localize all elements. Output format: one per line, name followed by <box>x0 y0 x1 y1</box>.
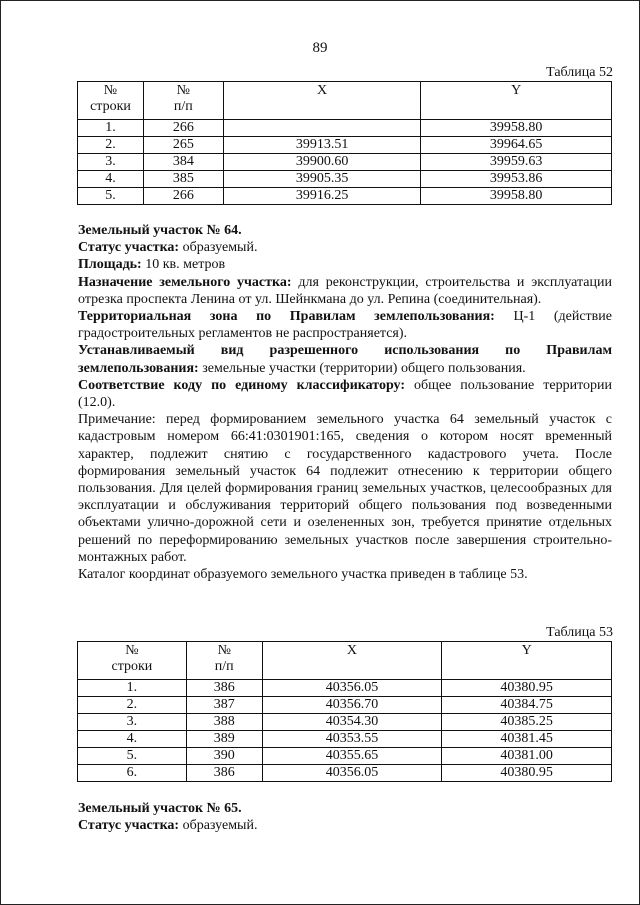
header-x: X <box>262 642 442 680</box>
table-row: 4. 385 39905.35 39953.86 <box>78 171 612 188</box>
header-y: Y <box>421 82 612 120</box>
section64-status: Статус участка: образуемый. <box>78 240 258 256</box>
table-row: 3. 388 40354.30 40385.25 <box>78 714 612 731</box>
table52-header <box>78 82 612 120</box>
section64-heading: Земельный участок № 64. <box>78 223 242 238</box>
table53-caption: Таблица 53 <box>546 625 613 640</box>
section65 <box>78 800 612 834</box>
section64-zone: Территориальная зона по Правилам землепользования: Ц-1 (действие градостроительных регламентов не распространяется). <box>78 309 612 342</box>
table52-caption: Таблица 52 <box>546 65 613 80</box>
table53-header <box>78 642 612 680</box>
section65-heading: Земельный участок № 65. <box>78 801 242 816</box>
section64-use: Устанавливаемый вид разрешенного использования по Правилам землепользования: земельные участки (территории) общего пользования. <box>78 343 612 376</box>
section64 <box>78 222 612 583</box>
section64-purpose: Назначение земельного участка: для реконструкции, строительства и эксплуатации отрезка проспекта Ленина от ул. Шейнкмана до ул. Репина (соединительная). <box>78 274 612 307</box>
table-row: 1. 266 39958.80 <box>78 120 612 137</box>
section64-area: Площадь: 10 кв. метров <box>78 257 226 273</box>
section64-note: Примечание: перед формированием земельного участка 64 земельный участок с кадастровым номером 66:41:0301901:165, сведения о котором носят временный характер, подлежит снятию с государственного кадастрового учета. После формирования земельный участок 64 подлежит отнесению к территории общего пользования. Для целей формирования границ земельных участков, целесообразных для эксплуатации и обслуживания территорий общего пользования под возведенными объектами улично-дорожной сети и озелененных зон, требуется принятие отдельных решений по переформированию земельных участков после завершения строительно-монтажных работ. <box>78 412 612 565</box>
section64-code: Соответствие коду по единому классификатору: общее пользование территории (12.0). <box>78 377 612 411</box>
table-row: 3. 384 39900.60 39959.63 <box>78 154 612 171</box>
header-row-number: № строки <box>78 82 144 120</box>
header-point-number: № п/п <box>143 82 223 120</box>
page-number: 89 <box>312 40 328 56</box>
table-row: 5. 266 39916.25 39958.80 <box>78 188 612 205</box>
table53 <box>77 641 612 782</box>
section64-catalog: Каталог координат образуемого земельного участка приведен в таблице 53. <box>78 567 528 583</box>
header-x: X <box>223 82 421 120</box>
table-row: 2. 387 40356.70 40384.75 <box>78 697 612 714</box>
header-y: Y <box>442 642 612 680</box>
header-point-number: № п/п <box>186 642 262 680</box>
table-row: 4. 389 40353.55 40381.45 <box>78 731 612 748</box>
table-row: 1. 386 40356.05 40380.95 <box>78 680 612 697</box>
table-row: 2. 265 39913.51 39964.65 <box>78 137 612 154</box>
header-row-number: № строки <box>78 642 187 680</box>
section65-status: Статус участка: образуемый. <box>78 818 258 834</box>
table52 <box>77 81 612 205</box>
table-row: 5. 390 40355.65 40381.00 <box>78 748 612 765</box>
table-row: 6. 386 40356.05 40380.95 <box>78 765 612 782</box>
